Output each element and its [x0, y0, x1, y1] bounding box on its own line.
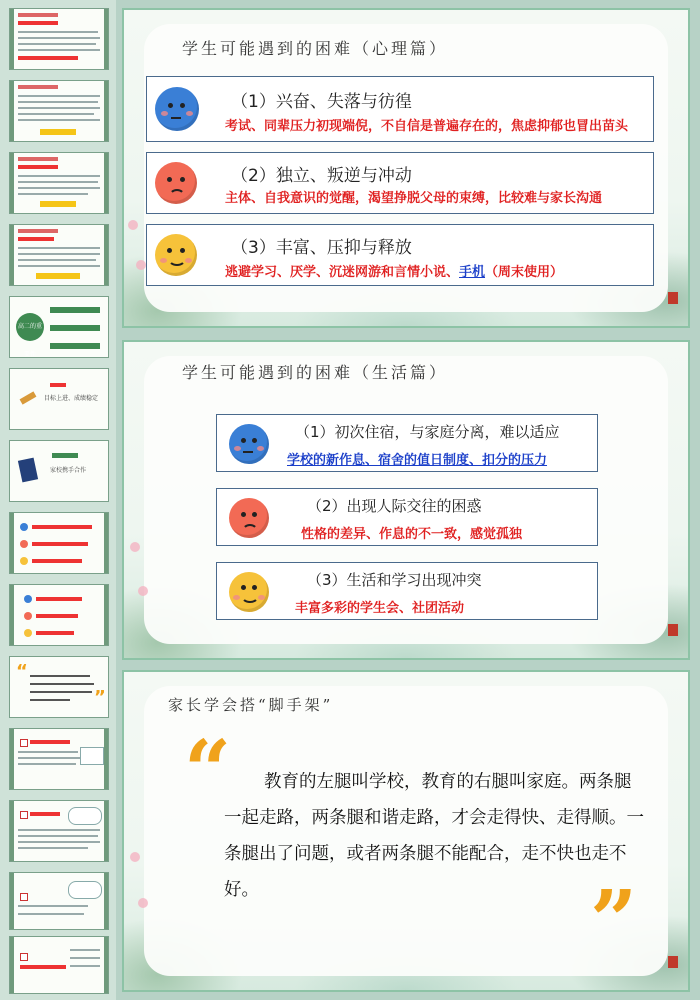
thumbnail-line — [30, 740, 70, 744]
thumbnail-decoration — [10, 873, 14, 929]
slide-thumbnail-8[interactable] — [9, 512, 109, 574]
thumbnail-line — [18, 181, 98, 183]
slide-thumbnail-panel[interactable] — [0, 0, 116, 1000]
difficulty-heading: （3）生活和学习出现冲突 — [307, 571, 482, 589]
thumbnail-line — [18, 913, 84, 915]
thumbnail-title-bar — [18, 229, 58, 233]
thumbnail-decoration — [104, 801, 108, 861]
face-eye — [252, 512, 257, 517]
thumbnail-line — [36, 614, 78, 618]
blue-face-icon — [20, 523, 28, 531]
blossom-decoration — [136, 260, 146, 270]
face-mouth — [171, 117, 181, 119]
face-eye — [241, 438, 246, 443]
thumbnail-line — [18, 757, 80, 759]
slide-thumbnail-3[interactable] — [9, 152, 109, 214]
thumbnail-line — [18, 247, 100, 249]
face-eye — [167, 177, 172, 182]
slide-thumbnail-10[interactable] — [9, 656, 109, 718]
red-face-icon — [24, 612, 32, 620]
thumbnail-line — [18, 905, 88, 907]
red-face-icon — [20, 540, 28, 548]
difficulty-detail: 主体、自我意识的觉醒，渴望挣脱父母的束缚，比较难与家长沟通 — [225, 191, 603, 206]
difficulty-detail: 丰富多彩的学生会、社团活动 — [295, 601, 465, 616]
thumbnail-decoration — [10, 513, 14, 573]
thumbnail-line — [18, 253, 100, 255]
thumbnail-decoration — [104, 937, 108, 993]
thumbnail-checkbox — [20, 739, 28, 747]
thumbnail-line — [18, 95, 100, 97]
red-face-icon — [229, 498, 269, 538]
seal-stamp — [668, 624, 678, 636]
face-cheek — [185, 258, 192, 263]
thumbnail-line — [18, 829, 100, 831]
thumbnail-line — [18, 175, 100, 177]
thumbnail-line — [70, 957, 100, 959]
difficulty-card-2 — [146, 152, 654, 214]
difficulty-detail: 性格的差异、作息的不一致，感觉孤独 — [301, 527, 523, 542]
slide-thumbnail-4[interactable] — [9, 224, 109, 286]
difficulty-heading: （2）独立、叛逆与冲动 — [231, 166, 412, 186]
slide-thumbnail-6[interactable] — [9, 368, 109, 430]
thumbnail-highlight — [40, 129, 76, 135]
slide-thumbnail-13[interactable] — [9, 872, 109, 930]
slide-thumbnail-1[interactable] — [9, 8, 109, 70]
thumbnail-highlight — [36, 273, 80, 279]
difficulty-heading: （2）出现人际交往的困惑 — [307, 497, 482, 515]
slide-thumbnail-2[interactable] — [9, 80, 109, 142]
difficulty-card-3 — [146, 224, 654, 286]
difficulty-card-1 — [146, 76, 654, 142]
thumbnail-line — [20, 965, 66, 969]
slide-title: 家长学会搭“脚手架” — [168, 696, 334, 714]
face-cheek — [233, 595, 240, 600]
thumbnail-line — [36, 631, 74, 635]
blossom-decoration — [130, 542, 140, 552]
quote-text: 教育的左腿叫学校，教育的右腿叫家庭。两条腿一起走路，两条腿和谐走路，才会走得快、走得顺。一条腿出了问题，或者两条腿不能配合，走不快也走不好。 — [224, 772, 644, 900]
thumbnail-line — [18, 31, 98, 33]
thumbnail-line — [18, 763, 76, 765]
slide-title: 学生可能遇到的困难（生活篇） — [182, 363, 449, 382]
face-eye — [252, 438, 257, 443]
face-cheek — [161, 111, 168, 116]
thumbnail-line — [18, 847, 88, 849]
face-cheek — [234, 446, 241, 451]
face-eye — [180, 103, 185, 108]
thumbnail-line — [32, 559, 82, 563]
thumbnail-title-bar — [18, 157, 58, 161]
open-quote-mark: “ — [184, 723, 232, 819]
thumbnail-line — [30, 699, 70, 701]
thumbnail-checkbox — [20, 953, 28, 961]
thumbnail-heading — [18, 237, 54, 241]
face-cheek — [160, 258, 167, 263]
thumbnail-line — [18, 841, 100, 843]
difficulty-detail: 考试、同辈压力初现端倪，不自信是普遍存在的，焦虑抑郁也冒出苗头 — [225, 119, 629, 134]
thumbnail-line — [18, 193, 88, 195]
thumbnail-line — [30, 675, 90, 677]
slide-thumbnail-14[interactable] — [9, 936, 109, 994]
thumbnail-highlight — [40, 201, 76, 207]
thumbnail-line — [18, 37, 100, 39]
difficulty-card-2 — [216, 488, 598, 546]
thumbnail-heading — [18, 21, 58, 25]
difficulty-card-3 — [216, 562, 598, 620]
thumbnail-line — [18, 107, 100, 109]
slide-thumbnail-5[interactable] — [9, 296, 109, 358]
thumbnail-bubble — [68, 807, 102, 825]
quote-icon: ” — [94, 687, 106, 708]
slide-thumbnail-7[interactable] — [9, 440, 109, 502]
thumbnail-decoration — [10, 9, 14, 69]
thumbnail-line — [18, 265, 100, 267]
thumbnail-line — [32, 525, 92, 529]
book-icon — [18, 458, 38, 483]
thumbnail-title-bar — [18, 13, 58, 17]
yellow-face-icon — [155, 234, 197, 276]
thumbnail-decoration — [10, 153, 14, 213]
thumbnail-decoration — [104, 513, 108, 573]
thumbnail-decoration — [104, 9, 108, 69]
yellow-face-icon — [24, 629, 32, 637]
face-eye — [241, 512, 246, 517]
thumbnail-line — [32, 542, 88, 546]
difficulty-heading: （1）兴奋、失落与彷徨 — [231, 92, 412, 112]
thumbnail-heading — [50, 383, 66, 387]
seal-stamp — [668, 292, 678, 304]
slide-life[interactable] — [122, 340, 690, 660]
blue-face-icon — [155, 87, 199, 131]
thumbnail-decoration — [10, 225, 14, 285]
blossom-decoration — [128, 220, 138, 230]
thumbnail-badge — [52, 453, 78, 458]
blue-face-icon — [24, 595, 32, 603]
thumbnail-line — [36, 597, 82, 601]
slide-thumbnail-12[interactable] — [9, 800, 109, 862]
face-mouth — [169, 189, 185, 203]
difficulty-detail-link[interactable]: 学校的新作息、宿舍的值日制度、扣分的压力 — [287, 453, 548, 468]
thumbnail-decoration — [10, 585, 14, 645]
thumbnail-line — [18, 43, 96, 45]
thumbnail-line — [18, 751, 78, 753]
thumbnail-decoration — [104, 585, 108, 645]
quote-paragraph — [224, 764, 644, 908]
thumbnail-decoration — [104, 873, 108, 929]
thumbnail-circle — [16, 313, 44, 358]
close-quote-mark: ” — [590, 873, 638, 969]
red-face-icon — [155, 162, 197, 204]
blossom-decoration — [138, 898, 148, 908]
thumbnail-decoration — [10, 937, 14, 993]
slide-title: 学生可能遇到的困难（心理篇） — [182, 39, 449, 58]
detail-text: （周末使用） — [485, 265, 564, 280]
thumbnail-heading — [18, 165, 58, 169]
thumbnail-line — [18, 119, 100, 121]
blossom-decoration — [130, 852, 140, 862]
phone-link[interactable]: 手机 — [459, 265, 486, 280]
thumbnail-line — [18, 835, 98, 837]
thumbnail-decoration — [104, 81, 108, 141]
thumbnail-decoration — [104, 225, 108, 285]
thumbnail-line — [30, 812, 60, 816]
seal-stamp — [668, 956, 678, 968]
face-mouth — [243, 451, 253, 453]
face-cheek — [257, 446, 264, 451]
thumbnail-menu-bar — [50, 307, 100, 313]
yellow-face-icon — [20, 557, 28, 565]
thumbnail-line — [18, 101, 98, 103]
face-mouth — [168, 252, 186, 266]
thumbnail-text: 目标上进、成绩稳定 — [44, 395, 99, 402]
telescope-icon — [20, 391, 37, 404]
thumbnail-line — [30, 683, 94, 685]
thumbnail-image — [80, 747, 104, 765]
yellow-face-icon — [229, 572, 269, 612]
thumbnail-line — [18, 259, 96, 261]
quote-icon: “ — [16, 661, 28, 682]
thumbnail-bubble — [68, 881, 102, 899]
thumbnail-circle-text: 高二的重要性 — [17, 323, 42, 358]
difficulty-heading: （1）初次住宿，与家庭分离，难以适应 — [295, 423, 560, 441]
slide-thumbnail-11[interactable] — [9, 728, 109, 790]
thumbnail-line — [18, 49, 100, 51]
thumbnail-checkbox — [20, 811, 28, 819]
thumbnail-line — [30, 691, 92, 693]
face-cheek — [258, 595, 265, 600]
thumbnail-title-bar — [18, 85, 58, 89]
face-mouth — [241, 589, 259, 603]
slide-scaffolding[interactable] — [122, 670, 690, 992]
blue-face-icon — [229, 424, 269, 464]
thumbnail-line — [70, 965, 100, 967]
thumbnail-decoration — [10, 801, 14, 861]
face-eye — [168, 103, 173, 108]
thumbnail-heading — [18, 56, 78, 60]
slide-thumbnail-9[interactable] — [9, 584, 109, 646]
thumbnail-decoration — [104, 729, 108, 789]
blossom-decoration — [138, 586, 148, 596]
difficulty-detail — [225, 261, 563, 280]
face-eye — [180, 177, 185, 182]
detail-text: 逃避学习、厌学、沉迷网游和言情小说、 — [225, 265, 460, 280]
thumbnail-line — [18, 187, 100, 189]
thumbnail-decoration — [10, 729, 14, 789]
thumbnail-menu-bar — [50, 343, 100, 349]
thumbnail-decoration — [104, 153, 108, 213]
thumbnail-menu-bar — [50, 325, 100, 331]
difficulty-card-1 — [216, 414, 598, 472]
thumbnail-decoration — [10, 81, 14, 141]
slide-psychology[interactable] — [122, 8, 690, 328]
thumbnail-line — [18, 113, 94, 115]
thumbnail-line — [70, 949, 100, 951]
face-mouth — [242, 524, 258, 538]
difficulty-heading: （3）丰富、压抑与释放 — [231, 238, 412, 258]
thumbnail-checkbox — [20, 893, 28, 901]
face-cheek — [186, 111, 193, 116]
thumbnail-text: 家校携手合作 — [50, 467, 87, 474]
